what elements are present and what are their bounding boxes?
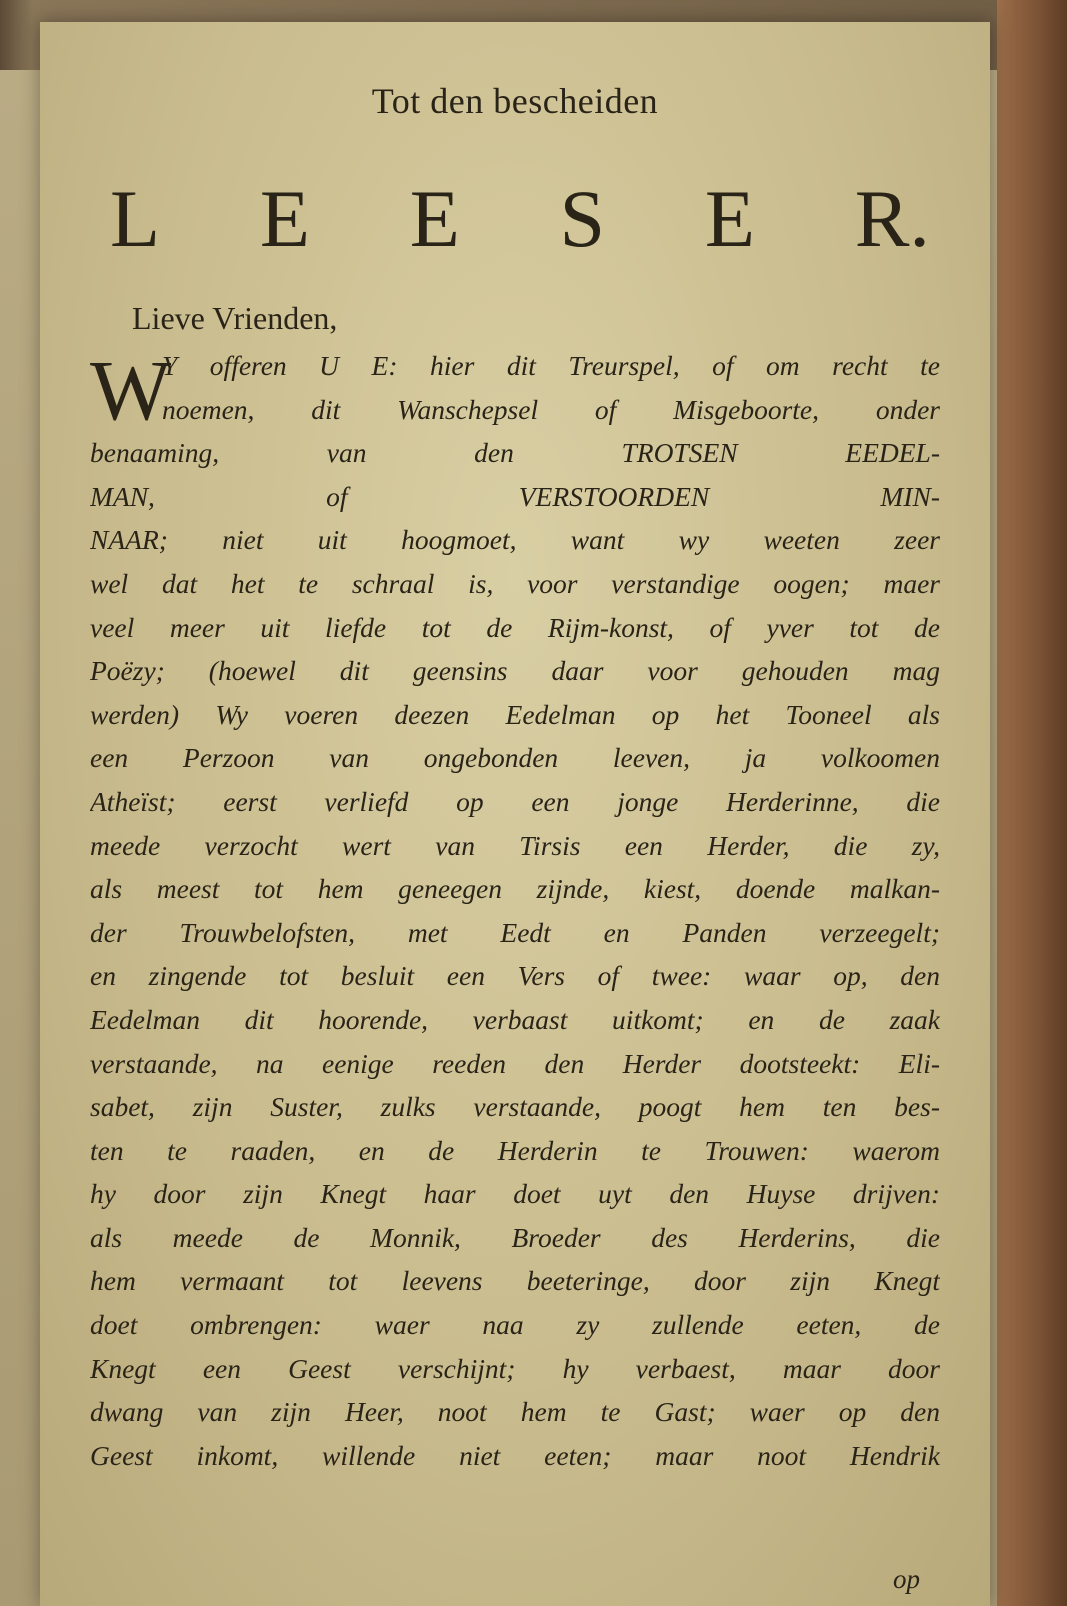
- heading-dedication: Tot den bescheiden: [371, 81, 659, 121]
- text-line: noemen, dit Wanschepsel of Misgeboorte, onder: [162, 393, 940, 425]
- text-line: veel meer uit liefde tot de Rijm-konst, of yver tot de: [90, 611, 940, 643]
- text-line: doet ombrengen: waer naa zy zullende eeten, de: [90, 1309, 940, 1341]
- text-line: Knegt een Geest verschijnt; hy verbaest, maar door: [90, 1352, 940, 1384]
- text-line: benaaming, van den TROTSEN EEDEL-: [90, 437, 940, 469]
- text-line: MAN, of VERSTOORDEN MIN-: [90, 480, 940, 512]
- drop-cap: W: [90, 342, 172, 438]
- text-line: een Perzoon van ongebonden leeven, ja volkoomen: [90, 742, 940, 774]
- book-page: [40, 22, 990, 1606]
- text-line: Poëzy; (hoewel dit geensins daar voor gehouden mag: [90, 655, 940, 687]
- text-line: wel dat het te schraal is, voor verstandige oogen; maer: [90, 567, 940, 599]
- heading-letter: E: [704, 173, 755, 264]
- text-line: Geest inkomt, willende niet eeten; maar noot Hendrik: [90, 1439, 940, 1471]
- text-line: sabet, zijn Suster, zulks verstaande, poogt hem ten bes-: [90, 1091, 940, 1123]
- heading-letter: E: [259, 173, 310, 264]
- heading-letter: S: [559, 173, 606, 264]
- text-line: NAAR; niet uit hoogmoet, want wy weeten zeer: [90, 524, 940, 556]
- text-line: Y offeren U E: hier dit Treurspel, of om recht te: [162, 350, 940, 381]
- text-line: der Trouwbelofsten, met Eedt en Panden verzeegelt;: [90, 916, 940, 948]
- salutation: Lieve Vrienden,: [132, 300, 338, 336]
- body-text: [90, 344, 940, 1477]
- book-binding: [997, 0, 1067, 1606]
- heading-letter: R.: [854, 173, 930, 264]
- text-line: als meede de Monnik, Broeder des Herderins, die: [90, 1221, 940, 1253]
- text-line: verstaande, na eenige reeden den Herder dootsteekt: Eli-: [90, 1047, 940, 1079]
- text-line: en zingende tot besluit een Vers of twee: waar op, den: [90, 960, 940, 992]
- text-line: als meest tot hem geneegen zijnde, kiest, doende malkan-: [90, 873, 940, 905]
- text-line: hy door zijn Knegt haar doet uyt den Huyse drijven:: [90, 1178, 940, 1210]
- text-line: dwang van zijn Heer, noot hem te Gast; waer op den: [90, 1396, 940, 1428]
- text-line: hem vermaant tot leevens beeteringe, door zijn Knegt: [90, 1265, 940, 1297]
- catchword: op: [893, 1564, 920, 1594]
- text-line: ten te raaden, en de Herderin te Trouwen: waerom: [90, 1134, 940, 1166]
- text-line: Eedelman dit hoorende, verbaast uitkomt; en de zaak: [90, 1003, 940, 1035]
- text-line: werden) Wy voeren deezen Eedelman op het Tooneel als: [90, 698, 940, 730]
- heading-letter: L: [110, 173, 161, 264]
- text-line: meede verzocht wert van Tirsis een Herder, die zy,: [90, 829, 940, 861]
- heading-leeser: [110, 172, 930, 262]
- text-line: Atheïst; eerst verliefd op een jonge Herderinne, die: [90, 785, 940, 817]
- heading-letter: E: [409, 173, 460, 264]
